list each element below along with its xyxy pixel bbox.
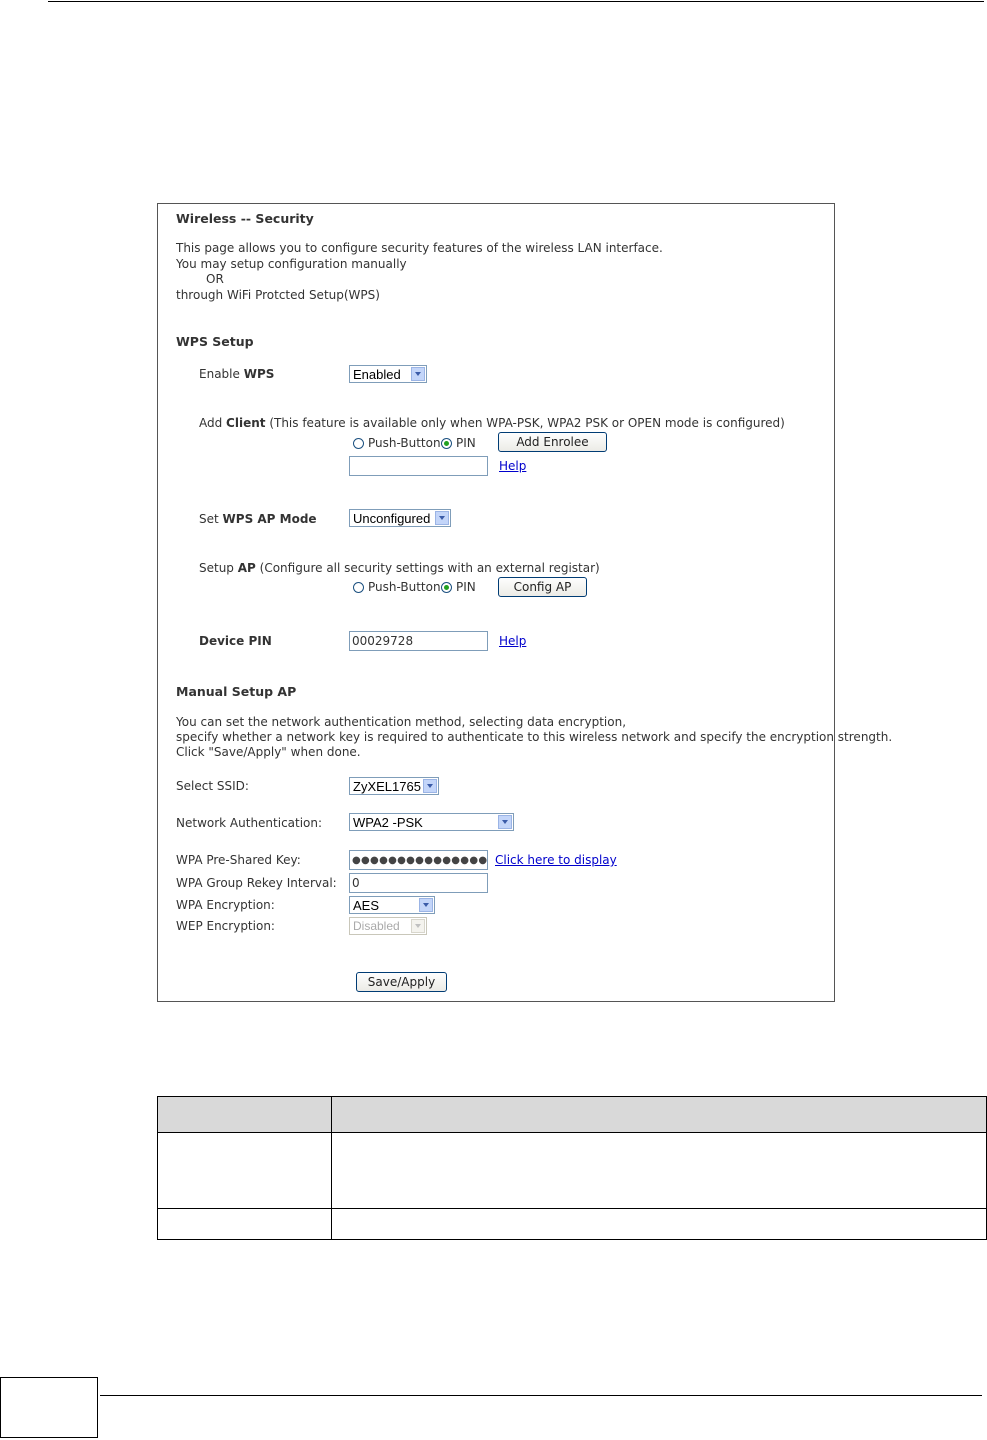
wps-ap-mode-label: Set WPS AP Mode (199, 512, 317, 526)
page-top-rule (48, 1, 984, 2)
enable-wps-label: Enable WPS (199, 367, 275, 381)
wpa-encryption-value: AES (353, 898, 380, 913)
ap-pin-label: PIN (456, 580, 476, 594)
table-cell (158, 1133, 332, 1209)
table-cell (158, 1209, 332, 1240)
wps-setup-heading: WPS Setup (176, 334, 254, 349)
client-help-link[interactable]: Help (499, 459, 527, 473)
chevron-down-icon[interactable] (423, 779, 437, 793)
intro-line-4: through WiFi Protcted Setup(WPS) (176, 288, 380, 302)
wps-ap-mode-value: Unconfigured (353, 511, 431, 526)
ap-push-button-label: Push-Button (368, 580, 441, 594)
client-pin-radio[interactable] (441, 438, 452, 449)
ssid-label: Select SSID: (176, 779, 249, 793)
wep-encryption-select (349, 917, 427, 935)
ssid-select[interactable] (349, 777, 439, 795)
enable-wps-value: Enabled (353, 367, 401, 382)
footer-rule (100, 1395, 982, 1396)
save-apply-button[interactable]: Save/Apply (356, 972, 447, 992)
client-push-button-label: Push-Button (368, 436, 441, 450)
wps-ap-mode-select[interactable] (349, 509, 451, 527)
rekey-input[interactable]: 0 (349, 873, 488, 893)
field-description-table (157, 1096, 987, 1240)
setup-ap-label: Setup AP (Configure all security settings with an external registar) (199, 561, 600, 575)
table-header-row (158, 1097, 987, 1133)
chevron-down-icon (411, 919, 425, 933)
chevron-down-icon[interactable] (411, 367, 425, 381)
table-cell (332, 1133, 987, 1209)
table-header-cell (158, 1097, 332, 1133)
client-pin-input[interactable] (349, 456, 488, 476)
table-header-cell (332, 1097, 987, 1133)
manual-desc-line-1: You can set the network authentication method, selecting data encryption, (176, 715, 627, 729)
intro-line-1: This page allows you to configure security features of the wireless LAN interface. (176, 241, 663, 255)
chevron-down-icon[interactable] (435, 511, 449, 525)
wep-encryption-value: Disabled (353, 919, 400, 933)
config-ap-button[interactable]: Config AP (498, 577, 587, 597)
table-row (158, 1133, 987, 1209)
chevron-down-icon[interactable] (419, 898, 433, 912)
psk-display-link[interactable]: Click here to display (495, 853, 617, 867)
network-auth-value: WPA2 -PSK (353, 815, 423, 830)
add-enrolee-button[interactable]: Add Enrolee (498, 432, 607, 452)
table-cell (332, 1209, 987, 1240)
intro-line-2: You may setup configuration manually (176, 257, 407, 271)
device-pin-field: 00029728 (349, 631, 488, 651)
intro-line-3: OR (206, 272, 224, 286)
network-auth-select[interactable] (349, 813, 514, 831)
ap-push-button-radio[interactable] (353, 582, 364, 593)
psk-input[interactable]: ●●●●●●●●●●●●●●● (349, 850, 488, 870)
rekey-label: WPA Group Rekey Interval: (176, 876, 337, 890)
enable-wps-select[interactable] (349, 365, 427, 383)
client-pin-label: PIN (456, 436, 476, 450)
add-client-label: Add Client (This feature is available only when WPA-PSK, WPA2 PSK or OPEN mode is configured) (199, 416, 785, 430)
device-pin-help-link[interactable]: Help (499, 634, 527, 648)
page-number-box (0, 1377, 98, 1438)
manual-desc-line-2: specify whether a network key is required to authenticate to this wireless network and specify the encryption strength. (176, 730, 893, 744)
wpa-encryption-select[interactable] (349, 896, 435, 914)
ssid-value: ZyXEL1765 (353, 779, 421, 794)
wep-encryption-label: WEP Encryption: (176, 919, 275, 933)
manual-setup-heading: Manual Setup AP (176, 684, 297, 699)
table-row (158, 1209, 987, 1240)
chevron-down-icon[interactable] (498, 815, 512, 829)
wpa-encryption-label: WPA Encryption: (176, 898, 275, 912)
ap-pin-radio[interactable] (441, 582, 452, 593)
manual-desc-line-3: Click "Save/Apply" when done. (176, 745, 361, 759)
psk-label: WPA Pre-Shared Key: (176, 853, 301, 867)
device-pin-label: Device PIN (199, 634, 272, 648)
client-push-button-radio[interactable] (353, 438, 364, 449)
network-auth-label: Network Authentication: (176, 816, 323, 830)
page-title: Wireless -- Security (176, 211, 314, 226)
